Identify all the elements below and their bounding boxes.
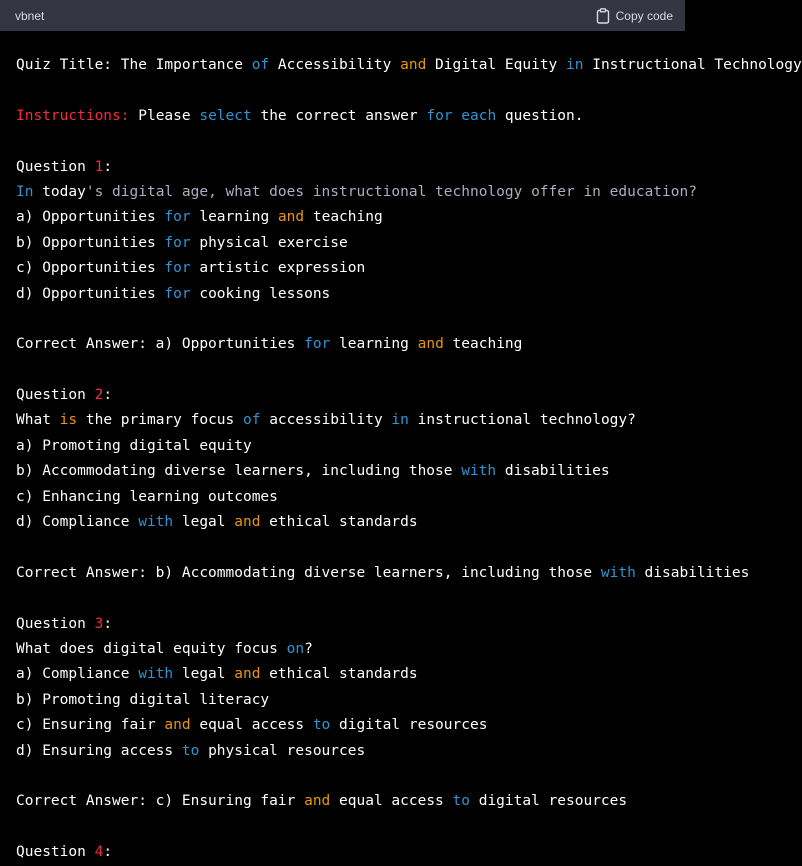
- code-line: [16, 789, 685, 814]
- code-token: with: [461, 463, 497, 480]
- code-token: legal: [173, 514, 235, 531]
- code-line: [16, 612, 685, 637]
- code-token: :: [103, 844, 113, 861]
- code-token: 4: [94, 844, 104, 861]
- code-content: [0, 31, 802, 866]
- code-token: b) Opportunities: [16, 234, 165, 251]
- code-token: with: [138, 514, 174, 531]
- code-token: and: [400, 57, 427, 73]
- code-line: [16, 662, 685, 687]
- code-token: ethical standards: [260, 666, 418, 683]
- code-line: [16, 561, 750, 586]
- code-token: Digital Equity: [426, 57, 567, 73]
- clipboard-icon: [596, 8, 610, 24]
- code-token: to: [181, 742, 200, 759]
- code-token: Question: [16, 844, 95, 861]
- code-line: [16, 231, 685, 256]
- code-token: for: [164, 285, 191, 302]
- code-token: d) Compliance: [16, 514, 139, 531]
- code-line: [16, 815, 685, 840]
- code-token: c) Ensuring fair: [16, 717, 165, 734]
- code-token: each: [461, 107, 497, 124]
- code-token: and: [417, 336, 444, 353]
- code-token: ethical standards: [260, 514, 418, 531]
- code-token: b) Promoting digital literacy: [16, 691, 270, 708]
- code-line: [16, 104, 685, 129]
- code-block-header: [0, 0, 685, 31]
- code-token: physical exercise: [190, 234, 348, 251]
- copy-code-button[interactable]: [596, 8, 673, 24]
- code-token: equal access: [190, 717, 313, 734]
- copy-code-label: Copy code: [615, 8, 673, 23]
- code-token: learning: [330, 336, 418, 353]
- code-token: for: [304, 336, 331, 353]
- code-token: digital resources: [330, 717, 488, 734]
- code-token: Please: [129, 107, 200, 124]
- code-token: d) Opportunities: [16, 285, 165, 302]
- code-token: question.: [496, 107, 584, 124]
- code-token: 2: [94, 387, 104, 404]
- code-token: disabilities: [635, 564, 750, 581]
- code-token: and: [234, 666, 261, 683]
- code-token: c) Opportunities: [16, 260, 165, 277]
- code-token: and: [304, 793, 331, 810]
- code-line: [16, 485, 685, 510]
- code-token: Instructional Technology: [583, 57, 802, 73]
- code-token: instructional technology?: [408, 412, 636, 429]
- code-token: Correct Answer: c) Ensuring fair: [16, 793, 305, 810]
- code-token: Question: [16, 387, 95, 404]
- code-token: teaching: [443, 336, 523, 353]
- code-token: Question: [16, 158, 95, 175]
- code-line: [16, 713, 685, 738]
- code-token: artistic expression: [190, 260, 366, 277]
- code-line: [16, 53, 802, 78]
- code-token: to: [452, 793, 470, 810]
- code-token: :: [103, 387, 113, 404]
- code-token: the primary focus: [77, 412, 243, 429]
- code-token: 1: [94, 158, 104, 175]
- code-line: [16, 535, 685, 560]
- code-token: a) Opportunities: [16, 209, 165, 226]
- code-line: [16, 78, 685, 103]
- code-token: equal access: [330, 793, 453, 810]
- code-line: [16, 256, 685, 281]
- code-line: [16, 358, 685, 383]
- code-line: [16, 332, 685, 357]
- code-line: [16, 180, 697, 205]
- code-token: in: [391, 412, 409, 429]
- code-token: Accessibility: [269, 57, 401, 73]
- code-token: :: [103, 615, 113, 632]
- code-token: a) Compliance: [16, 666, 139, 683]
- code-line: [16, 739, 685, 764]
- code-token: and: [277, 209, 305, 226]
- code-token: accessibility: [260, 412, 392, 429]
- code-token: for: [164, 234, 191, 251]
- code-token: disabilities: [496, 463, 610, 480]
- code-token: [453, 108, 462, 124]
- code-token: for: [164, 260, 191, 277]
- code-token: to: [312, 717, 331, 734]
- code-token: for: [426, 107, 453, 124]
- code-line: [16, 408, 685, 433]
- code-token: is: [59, 412, 78, 429]
- code-line: [16, 155, 685, 180]
- code-token: legal: [173, 666, 235, 683]
- code-token: physical resources: [199, 742, 366, 759]
- code-line: [16, 307, 685, 332]
- code-token: on: [286, 640, 305, 657]
- code-token: In: [16, 183, 34, 200]
- code-token: Question: [16, 615, 95, 632]
- code-token: of: [251, 57, 270, 73]
- code-token: c) Enhancing learning outcomes: [16, 488, 278, 505]
- code-token: Quiz Title: The Importance: [16, 57, 252, 73]
- code-token: select: [199, 107, 252, 124]
- code-token: a) Promoting digital equity: [16, 437, 252, 454]
- code-token: d) Ensuring access: [16, 742, 182, 759]
- code-line: [16, 205, 685, 230]
- code-token: learning: [190, 209, 278, 226]
- code-line: [16, 383, 685, 408]
- code-token: today: [33, 183, 86, 200]
- code-token: for: [164, 209, 191, 226]
- code-line: [16, 637, 685, 662]
- code-token: with: [138, 666, 174, 683]
- code-line: [16, 840, 685, 865]
- code-token: What: [16, 412, 60, 429]
- code-token: Correct Answer: a) Opportunities: [16, 336, 305, 353]
- code-token: :: [103, 158, 113, 175]
- code-line: [16, 688, 685, 713]
- code-token: 3: [94, 615, 104, 632]
- code-token: teaching: [304, 209, 383, 226]
- code-token: b) Accommodating diverse learners, including those: [16, 463, 462, 480]
- code-token: the correct answer: [251, 107, 427, 124]
- code-token: ?: [304, 640, 313, 657]
- code-line: [16, 764, 685, 789]
- code-token: 's digital age, what does instructional technology offer in education?: [85, 183, 697, 200]
- code-token: What does digital equity focus: [16, 640, 287, 657]
- code-token: of: [243, 412, 261, 429]
- code-token: Correct Answer: b) Accommodating diverse learners, including those: [16, 564, 601, 581]
- code-line: [16, 459, 685, 484]
- code-token: and: [164, 717, 191, 734]
- code-line: [16, 129, 685, 154]
- code-token: cooking lessons: [190, 285, 331, 302]
- language-label: vbnet: [15, 8, 45, 23]
- code-token: in: [566, 57, 584, 73]
- code-line: [16, 586, 685, 611]
- code-line: [16, 510, 685, 535]
- code-token: Instructions:: [16, 107, 130, 124]
- code-line: [16, 434, 685, 459]
- code-token: digital resources: [469, 793, 628, 810]
- code-line: [16, 282, 685, 307]
- code-token: and: [234, 514, 261, 531]
- code-token: with: [600, 564, 636, 581]
